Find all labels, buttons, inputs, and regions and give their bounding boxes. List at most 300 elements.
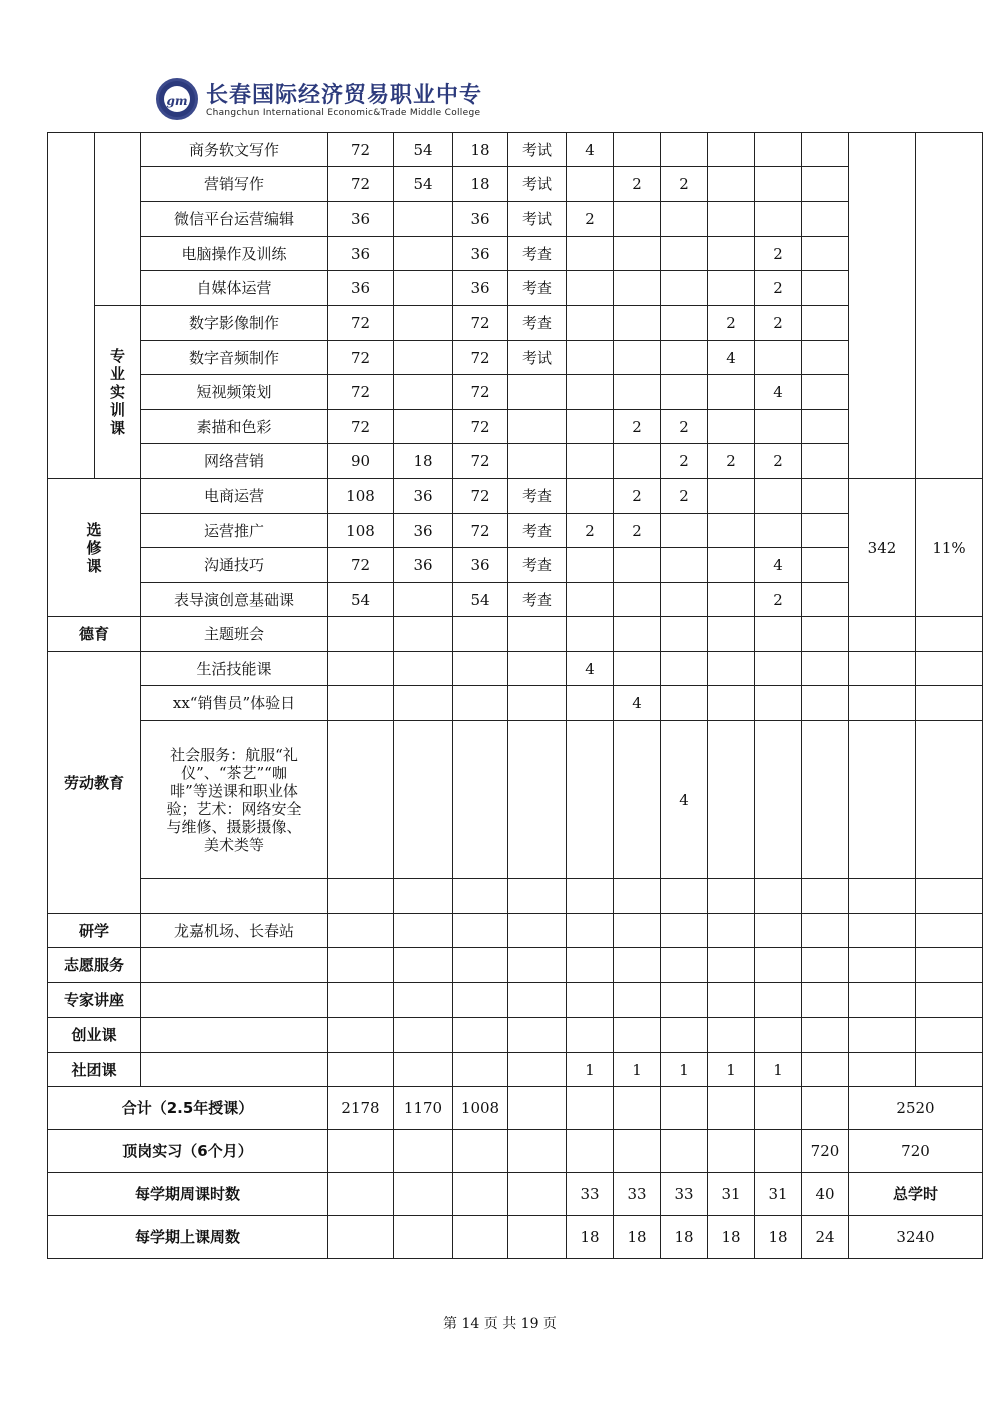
semester-hours [755, 341, 802, 375]
semester-hours [802, 548, 849, 583]
total-theory-hours: 1170 [394, 1087, 453, 1130]
course-assessment: 考查 [508, 271, 567, 306]
table-cell [755, 1087, 802, 1130]
elective-total-hours: 342 [849, 479, 916, 617]
semester-hours: 4 [661, 721, 708, 879]
course-name: 沟通技巧 [141, 548, 328, 583]
school-name-en: Changchun International Economic&Trade Middle College [206, 108, 481, 118]
table-cell [849, 948, 916, 983]
semester-hours: 2 [661, 410, 708, 444]
table-cell [802, 652, 849, 686]
table-cell [394, 879, 453, 914]
semester-hours: 2 [614, 479, 661, 514]
semester-hours [661, 133, 708, 167]
table-cell [661, 914, 708, 948]
table-row [48, 879, 983, 914]
course-hours: 72 [328, 341, 394, 375]
table-cell [661, 1018, 708, 1053]
table-cell [453, 652, 508, 686]
table-cell [328, 1216, 394, 1259]
table-cell [708, 914, 755, 948]
course-theory-hours: 36 [394, 514, 453, 548]
table-cell [508, 721, 567, 879]
table-cell [755, 652, 802, 686]
semester-hours: 1 [661, 1053, 708, 1087]
semester-hours [755, 133, 802, 167]
course-hours: 72 [328, 167, 394, 202]
weeks-count: 18 [614, 1216, 661, 1259]
table-cell [802, 721, 849, 879]
semester-hours: 2 [755, 583, 802, 617]
table-cell [849, 686, 916, 721]
course-hours: 72 [328, 375, 394, 410]
table-cell [661, 686, 708, 721]
table-row [48, 617, 983, 652]
semester-hours: 4 [567, 133, 614, 167]
table-cell [802, 617, 849, 652]
table-cell [328, 1173, 394, 1216]
table-cell [614, 617, 661, 652]
table-cell [708, 617, 755, 652]
semester-hours [802, 167, 849, 202]
semester-hours [614, 202, 661, 237]
semester-hours: 2 [755, 444, 802, 479]
weeks-label: 每学期上课周数 [48, 1216, 328, 1259]
course-name: 运营推广 [141, 514, 328, 548]
course-theory-hours [394, 271, 453, 306]
table-cell [614, 1130, 661, 1173]
course-assessment: 考试 [508, 167, 567, 202]
table-cell [328, 879, 394, 914]
table-cell [916, 1018, 983, 1053]
course-practice-hours: 36 [453, 271, 508, 306]
group-label-volunteer: 志愿服务 [48, 948, 141, 983]
table-cell [394, 686, 453, 721]
course-assessment [508, 375, 567, 410]
semester-hours [708, 271, 755, 306]
table-cell [802, 686, 849, 721]
table-cell [708, 1087, 755, 1130]
table-cell [661, 617, 708, 652]
table-cell [508, 1053, 567, 1087]
course-hours: 108 [328, 514, 394, 548]
weeks-count: 18 [661, 1216, 708, 1259]
table-cell [708, 948, 755, 983]
table-cell [394, 1216, 453, 1259]
course-practice-hours: 54 [453, 583, 508, 617]
semester-hours [661, 341, 708, 375]
course-practice-hours: 72 [453, 479, 508, 514]
semester-hours [802, 306, 849, 341]
semester-hours: 4 [708, 341, 755, 375]
table-cell [328, 1130, 394, 1173]
semester-hours: 2 [614, 410, 661, 444]
table-row [48, 271, 983, 306]
semester-hours [708, 133, 755, 167]
table-cell [661, 1087, 708, 1130]
course-name: 主题班会 [141, 617, 328, 652]
table-cell [755, 721, 802, 879]
course-name: 商务软文写作 [141, 133, 328, 167]
weekly-hours: 40 [802, 1173, 849, 1216]
school-logo-icon: gm [156, 78, 198, 120]
table-cell [394, 652, 453, 686]
semester-hours: 2 [661, 479, 708, 514]
total-hours: 2178 [328, 1087, 394, 1130]
table-cell [508, 983, 567, 1018]
table-cell [508, 686, 567, 721]
table-cell [614, 879, 661, 914]
semester-hours [708, 167, 755, 202]
course-assessment: 考试 [508, 133, 567, 167]
table-cell [802, 983, 849, 1018]
table-row [48, 583, 983, 617]
semester-hours [755, 202, 802, 237]
course-theory-hours [394, 306, 453, 341]
table-cell [328, 983, 394, 1018]
course-hours: 36 [328, 202, 394, 237]
weeks-count: 18 [567, 1216, 614, 1259]
table-cell [567, 1130, 614, 1173]
table-row [48, 948, 983, 983]
school-header [156, 76, 556, 124]
table-cell [328, 721, 394, 879]
semester-hours [802, 514, 849, 548]
table-cell [802, 914, 849, 948]
table-cell [508, 1087, 567, 1130]
table-cell [567, 617, 614, 652]
table-cell [453, 686, 508, 721]
table-cell [802, 948, 849, 983]
table-cell [849, 617, 916, 652]
table-row [48, 202, 983, 237]
course-theory-hours [394, 341, 453, 375]
weekly-hours: 33 [614, 1173, 661, 1216]
semester-hours: 4 [567, 652, 614, 686]
semester-hours [661, 375, 708, 410]
course-theory-hours [394, 410, 453, 444]
semester-hours: 1 [614, 1053, 661, 1087]
table-row [48, 479, 983, 514]
table-cell [614, 1087, 661, 1130]
table-cell [453, 721, 508, 879]
course-practice-hours: 18 [453, 133, 508, 167]
semester-hours [802, 583, 849, 617]
table-cell [508, 879, 567, 914]
table-cell [661, 983, 708, 1018]
table-cell [453, 1130, 508, 1173]
weekly-hours: 33 [661, 1173, 708, 1216]
table-row [48, 341, 983, 375]
table-row [48, 1018, 983, 1053]
semester-hours [567, 479, 614, 514]
semester-hours: 1 [567, 1053, 614, 1087]
table-cell [567, 1018, 614, 1053]
table-cell [141, 1053, 328, 1087]
semester-hours: 2 [567, 514, 614, 548]
group-percent-empty [916, 133, 983, 479]
table-cell [394, 721, 453, 879]
table-cell [394, 1053, 453, 1087]
table-cell [394, 914, 453, 948]
course-assessment [508, 444, 567, 479]
semester-hours [567, 237, 614, 271]
group-label-practical: 专业实训课 [95, 306, 141, 479]
semester-hours [755, 410, 802, 444]
semester-hours [661, 306, 708, 341]
table-cell [328, 948, 394, 983]
course-name: 营销写作 [141, 167, 328, 202]
table-cell [453, 983, 508, 1018]
course-theory-hours: 36 [394, 479, 453, 514]
course-assessment: 考查 [508, 479, 567, 514]
semester-hours: 1 [708, 1053, 755, 1087]
semester-hours [567, 306, 614, 341]
page-number: 第 14 页 共 19 页 [443, 1316, 557, 1332]
table-row [48, 237, 983, 271]
table-cell [614, 948, 661, 983]
table-cell [394, 1173, 453, 1216]
table-cell [394, 983, 453, 1018]
course-assessment [508, 410, 567, 444]
table-cell [755, 983, 802, 1018]
course-assessment: 考查 [508, 237, 567, 271]
course-practice-hours: 72 [453, 341, 508, 375]
table-row [48, 721, 983, 879]
course-hours: 90 [328, 444, 394, 479]
group-major-cell [48, 133, 95, 479]
course-theory-hours [394, 237, 453, 271]
internship-hours: 720 [802, 1130, 849, 1173]
table-cell [916, 686, 983, 721]
semester-hours [614, 133, 661, 167]
total-hours-label: 总学时 [849, 1173, 983, 1216]
table-cell [328, 617, 394, 652]
semester-hours: 4 [755, 548, 802, 583]
semester-hours: 2 [661, 167, 708, 202]
course-name: 数字影像制作 [141, 306, 328, 341]
semester-hours [661, 237, 708, 271]
table-cell [755, 1018, 802, 1053]
table-cell [567, 1087, 614, 1130]
grand-total: 3240 [849, 1216, 983, 1259]
table-row [48, 686, 983, 721]
table-row [48, 444, 983, 479]
semester-hours [567, 341, 614, 375]
semester-hours [567, 167, 614, 202]
table-cell [328, 686, 394, 721]
semester-hours: 2 [755, 306, 802, 341]
table-row [48, 1053, 983, 1087]
table-cell [614, 983, 661, 1018]
semester-hours [802, 479, 849, 514]
table-cell [567, 721, 614, 879]
group-label-lecture: 专家讲座 [48, 983, 141, 1018]
table-cell [755, 914, 802, 948]
course-name: 网络营销 [141, 444, 328, 479]
table-row [48, 914, 983, 948]
semester-hours [755, 479, 802, 514]
table-cell [141, 1018, 328, 1053]
semester-hours [802, 237, 849, 271]
table-row [48, 133, 983, 167]
semester-hours [614, 237, 661, 271]
table-row [48, 652, 983, 686]
table-cell [328, 914, 394, 948]
total-sum: 2520 [849, 1087, 983, 1130]
table-cell [453, 914, 508, 948]
table-cell [328, 652, 394, 686]
table-cell [614, 721, 661, 879]
semester-hours [614, 271, 661, 306]
semester-hours [567, 375, 614, 410]
group-label-elective: 选修课 [48, 479, 141, 617]
course-theory-hours: 36 [394, 548, 453, 583]
semester-hours [614, 444, 661, 479]
school-name-cn: 长春国际经济贸易职业中专 [206, 82, 483, 108]
course-assessment: 考查 [508, 548, 567, 583]
semester-hours [708, 202, 755, 237]
semester-hours [802, 341, 849, 375]
table-cell [708, 1018, 755, 1053]
elective-percent: 11% [916, 479, 983, 617]
table-row [48, 375, 983, 410]
course-assessment: 考查 [508, 514, 567, 548]
table-cell [661, 948, 708, 983]
table-cell [708, 983, 755, 1018]
table-cell [849, 721, 916, 879]
semester-hours [567, 548, 614, 583]
table-cell [508, 1130, 567, 1173]
semester-hours [567, 271, 614, 306]
table-cell [849, 1018, 916, 1053]
course-practice-hours: 36 [453, 202, 508, 237]
table-cell [849, 652, 916, 686]
table-cell [708, 879, 755, 914]
group-label-labor: 劳动教育 [48, 652, 141, 914]
weeks-count: 18 [755, 1216, 802, 1259]
table-cell [802, 1053, 849, 1087]
table-row [48, 983, 983, 1018]
semester-hours [802, 444, 849, 479]
semester-hours [802, 133, 849, 167]
table-row [48, 1216, 983, 1259]
table-cell [394, 948, 453, 983]
course-name: 生活技能课 [141, 652, 328, 686]
table-cell [453, 1216, 508, 1259]
semester-hours: 1 [755, 1053, 802, 1087]
semester-hours [661, 514, 708, 548]
course-theory-hours: 18 [394, 444, 453, 479]
table-cell [661, 1130, 708, 1173]
semester-hours: 2 [755, 237, 802, 271]
semester-hours [567, 410, 614, 444]
table-cell [916, 914, 983, 948]
semester-hours [614, 548, 661, 583]
table-cell [614, 652, 661, 686]
table-cell [508, 948, 567, 983]
semester-hours [661, 548, 708, 583]
table-row [48, 1173, 983, 1216]
course-name-multiline: 社会服务：航服“礼 仪”、“茶艺”“咖 啡”等送课和职业体 验；艺术：网络安全 与维修、摄影摄像、 美术类等 [141, 721, 328, 879]
table-cell [916, 721, 983, 879]
table-cell [141, 879, 328, 914]
course-hours: 72 [328, 410, 394, 444]
table-cell [755, 1130, 802, 1173]
semester-hours: 2 [708, 444, 755, 479]
course-assessment: 考查 [508, 583, 567, 617]
course-name: 龙嘉机场、长春站 [141, 914, 328, 948]
semester-hours: 2 [661, 444, 708, 479]
semester-hours [708, 583, 755, 617]
table-cell [849, 1053, 916, 1087]
course-name: 电商运营 [141, 479, 328, 514]
table-cell [708, 721, 755, 879]
table-row [48, 1130, 983, 1173]
table-cell [567, 879, 614, 914]
semester-hours [614, 375, 661, 410]
semester-hours [802, 271, 849, 306]
table-row [48, 514, 983, 548]
course-theory-hours: 54 [394, 133, 453, 167]
table-cell [708, 652, 755, 686]
table-cell [916, 617, 983, 652]
course-name: 短视频策划 [141, 375, 328, 410]
group-label-study: 研学 [48, 914, 141, 948]
table-cell [802, 1018, 849, 1053]
table-cell [849, 879, 916, 914]
table-cell [614, 1018, 661, 1053]
group-label-moral: 德育 [48, 617, 141, 652]
course-practice-hours: 72 [453, 410, 508, 444]
course-practice-hours: 36 [453, 237, 508, 271]
table-cell [328, 1053, 394, 1087]
semester-hours [567, 444, 614, 479]
table-cell [916, 948, 983, 983]
table-row [48, 167, 983, 202]
table-cell [394, 1018, 453, 1053]
semester-hours [755, 167, 802, 202]
semester-hours [614, 583, 661, 617]
table-row [48, 306, 983, 341]
group-total-empty [849, 133, 916, 479]
table-cell [508, 1173, 567, 1216]
semester-hours [708, 375, 755, 410]
semester-hours: 2 [614, 167, 661, 202]
group-label-club: 社团课 [48, 1053, 141, 1087]
semester-hours [661, 583, 708, 617]
table-cell [708, 1130, 755, 1173]
course-name: 素描和色彩 [141, 410, 328, 444]
semester-hours [614, 341, 661, 375]
semester-hours [802, 375, 849, 410]
course-name: 数字音频制作 [141, 341, 328, 375]
table-cell [755, 948, 802, 983]
table-cell [453, 1173, 508, 1216]
semester-hours: 4 [614, 686, 661, 721]
course-name: 表导演创意基础课 [141, 583, 328, 617]
group-label-startup: 创业课 [48, 1018, 141, 1053]
table-row [48, 548, 983, 583]
semester-hours [802, 410, 849, 444]
table-cell [567, 983, 614, 1018]
semester-hours: 4 [755, 375, 802, 410]
semester-hours [708, 514, 755, 548]
course-theory-hours: 54 [394, 167, 453, 202]
total-label: 合计（2.5年授课） [48, 1087, 328, 1130]
semester-hours: 2 [567, 202, 614, 237]
semester-hours: 2 [755, 271, 802, 306]
